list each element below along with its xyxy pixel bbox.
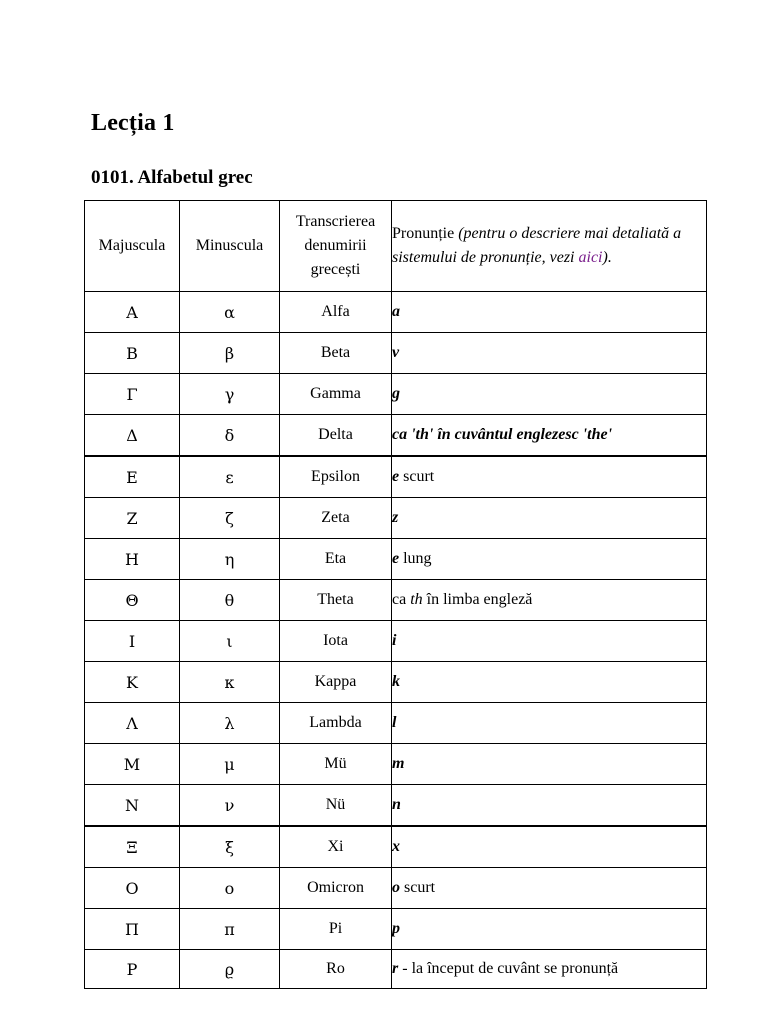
table-row	[85, 621, 707, 662]
pronunciation-sound: n	[392, 796, 401, 813]
letter-name: Xi	[280, 826, 392, 868]
header-majuscula: Majuscula	[85, 201, 180, 292]
pronunciation-sound: g	[392, 385, 400, 402]
letter-name: Zeta	[280, 498, 392, 539]
letter-name: Eta	[280, 539, 392, 580]
pronunciation-sound: k	[392, 673, 400, 690]
lowercase-letter: ο	[180, 868, 280, 909]
header-transcriere-line2: denumirii	[304, 237, 367, 254]
pronunciation-sound: th	[410, 591, 423, 608]
uppercase-letter: Ν	[85, 785, 180, 827]
table-row	[85, 333, 707, 374]
table-row	[85, 868, 707, 909]
letter-name: Nü	[280, 785, 392, 827]
lowercase-letter: π	[180, 909, 280, 950]
table-header-row	[85, 201, 707, 292]
uppercase-letter: Θ	[85, 580, 180, 621]
uppercase-letter: Ξ	[85, 826, 180, 868]
letter-name: Lambda	[280, 703, 392, 744]
pronunciation	[392, 950, 707, 989]
greek-alphabet-table	[84, 200, 707, 989]
table-row	[85, 909, 707, 950]
pronunciation	[392, 621, 707, 662]
pronunciation	[392, 539, 707, 580]
lowercase-letter: β	[180, 333, 280, 374]
pronunciation-sound: l	[392, 714, 397, 731]
letter-name: Ro	[280, 950, 392, 989]
header-pronuntie	[392, 201, 707, 292]
pronunciation-sound: x	[392, 838, 400, 855]
lowercase-letter: θ	[180, 580, 280, 621]
table-row	[85, 580, 707, 621]
lowercase-letter: ζ	[180, 498, 280, 539]
table-row	[85, 292, 707, 333]
uppercase-letter: Ρ	[85, 950, 180, 989]
uppercase-letter: Ι	[85, 621, 180, 662]
table-row	[85, 456, 707, 498]
pronunciation-note: lung	[399, 550, 432, 567]
letter-name: Pi	[280, 909, 392, 950]
table-row	[85, 662, 707, 703]
letter-name: Gamma	[280, 374, 392, 415]
pronunciation	[392, 456, 707, 498]
lowercase-letter: μ	[180, 744, 280, 785]
table-row	[85, 539, 707, 580]
letter-name: Epsilon	[280, 456, 392, 498]
lowercase-letter: η	[180, 539, 280, 580]
pronunciation	[392, 415, 707, 457]
letter-name: Theta	[280, 580, 392, 621]
pronunciation	[392, 333, 707, 374]
lowercase-letter: γ	[180, 374, 280, 415]
pronunciation	[392, 703, 707, 744]
letter-name: Beta	[280, 333, 392, 374]
page-title: Lecția 1	[91, 110, 175, 136]
pronunciation	[392, 580, 707, 621]
lowercase-letter: ε	[180, 456, 280, 498]
uppercase-letter: Α	[85, 292, 180, 333]
pronunciation-sound: e	[392, 468, 400, 485]
pronunciation	[392, 909, 707, 950]
pronunciation-sound: e	[392, 550, 400, 567]
pronunciation	[392, 292, 707, 333]
uppercase-letter: Ο	[85, 868, 180, 909]
table-row	[85, 498, 707, 539]
letter-name: Delta	[280, 415, 392, 457]
lowercase-letter: ϱ	[180, 950, 280, 989]
pronunciation-text: ca 'th' în cuvântul englezesc 'the'	[392, 426, 613, 443]
uppercase-letter: Η	[85, 539, 180, 580]
lowercase-letter: λ	[180, 703, 280, 744]
uppercase-letter: Λ	[85, 703, 180, 744]
pronunciation-sound: m	[392, 755, 405, 772]
header-transcriere-line1: Transcrierea	[295, 213, 376, 230]
table-row	[85, 785, 707, 827]
pronunciation-sound: a	[392, 303, 400, 320]
uppercase-letter: Γ	[85, 374, 180, 415]
header-pronuntie-label: Pronunție	[392, 225, 459, 242]
pronunciation-post: în limba engleză	[422, 591, 533, 608]
pronunciation-sound: p	[392, 920, 400, 937]
pronunciation	[392, 374, 707, 415]
header-pronuntie-note-end: ).	[602, 249, 612, 266]
pronunciation	[392, 744, 707, 785]
uppercase-letter: Β	[85, 333, 180, 374]
uppercase-letter: Μ	[85, 744, 180, 785]
letter-name: Mü	[280, 744, 392, 785]
letter-name: Omicron	[280, 868, 392, 909]
lowercase-letter: ν	[180, 785, 280, 827]
uppercase-letter: Κ	[85, 662, 180, 703]
pronunciation-note: - la început de cuvânt se pronunță	[398, 960, 619, 977]
pronunciation	[392, 868, 707, 909]
uppercase-letter: Δ	[85, 415, 180, 457]
uppercase-letter: Ε	[85, 456, 180, 498]
lowercase-letter: ξ	[180, 826, 280, 868]
pronunciation-note: scurt	[400, 879, 436, 896]
table-row	[85, 744, 707, 785]
pronunciation	[392, 662, 707, 703]
letter-name: Alfa	[280, 292, 392, 333]
pronunciation	[392, 826, 707, 868]
lowercase-letter: ι	[180, 621, 280, 662]
section-title: 0101. Alfabetul grec	[91, 167, 253, 188]
pronunciation-sound: r	[392, 960, 399, 977]
table-row	[85, 374, 707, 415]
letter-name: Kappa	[280, 662, 392, 703]
pronunciation-note: scurt	[399, 468, 435, 485]
pronunciation	[392, 785, 707, 827]
header-pronuntie-note: (pentru o descriere mai detaliată a sistemului de pronunție, vezi	[392, 225, 682, 266]
pronunciation-sound: v	[392, 344, 400, 361]
table-row	[85, 415, 707, 457]
pronunciation-pre: ca	[392, 591, 411, 608]
header-transcriere-line3: grecești	[310, 261, 361, 278]
table-row	[85, 826, 707, 868]
uppercase-letter: Ζ	[85, 498, 180, 539]
header-minuscula: Minuscula	[180, 201, 280, 292]
pronunciation-sound: i	[392, 632, 397, 649]
aici-link[interactable]: aici	[578, 249, 603, 266]
pronunciation-sound: o	[392, 879, 400, 896]
header-transcriere	[280, 201, 392, 292]
table-row	[85, 950, 707, 989]
letter-name: Iota	[280, 621, 392, 662]
lowercase-letter: δ	[180, 415, 280, 457]
table-row	[85, 703, 707, 744]
pronunciation	[392, 498, 707, 539]
lowercase-letter: α	[180, 292, 280, 333]
uppercase-letter: Π	[85, 909, 180, 950]
lowercase-letter: κ	[180, 662, 280, 703]
pronunciation-sound: z	[392, 509, 399, 526]
